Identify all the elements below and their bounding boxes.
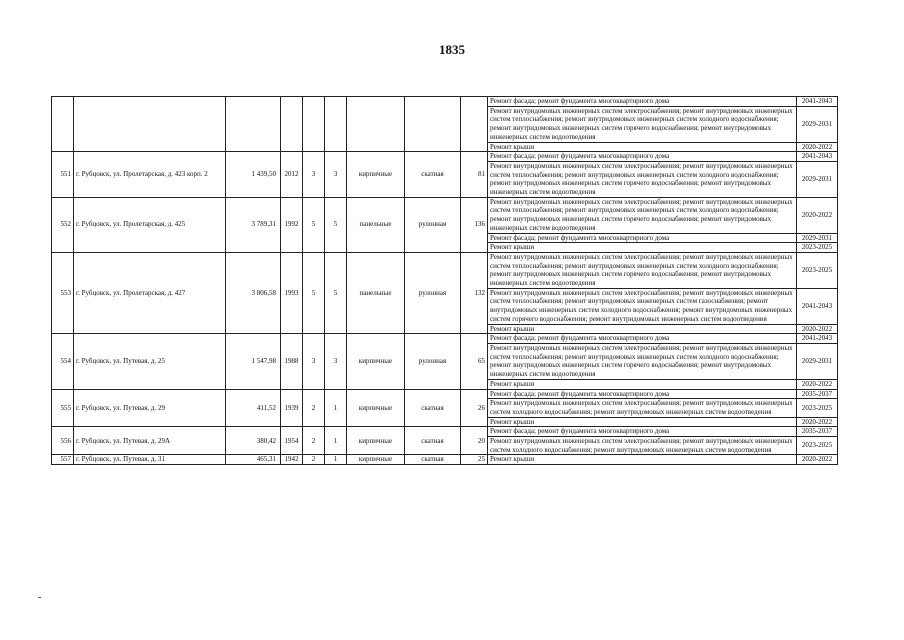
table-row bbox=[52, 389, 838, 399]
work-period: 2035-2037 bbox=[797, 389, 838, 399]
house-address: г. Рубцовск, ул. Пролетарская, д. 427 bbox=[74, 252, 226, 333]
house-area: 411,52 bbox=[226, 389, 281, 427]
work-description: Ремонт фасада; ремонт фундамента многоквартирного дома bbox=[488, 233, 797, 243]
work-period: 2020-2022 bbox=[797, 142, 838, 152]
table-row bbox=[52, 334, 838, 344]
floors-count: 5 bbox=[303, 197, 325, 252]
roof-type: скатная bbox=[405, 455, 461, 465]
residents-count: 20 bbox=[461, 427, 488, 455]
house-address: г. Рубцовск, ул. Путевая, д. 25 bbox=[74, 334, 226, 389]
work-description: Ремонт фасада; ремонт фундамента многоквартирного дома bbox=[488, 389, 797, 399]
entrances-count: 1 bbox=[325, 427, 347, 455]
work-description: Ремонт внутридомовых инженерных систем электроснабжения; ремонт внутридомовых инженерных систем теплоснабжения; ремонт внутридомовых инженерных систем холодного водоснабжения; ремонт внутридомовых инженерных систем горячего водоснабжения; ремонт внутридомовых инженерных систем водоотведения bbox=[488, 197, 797, 233]
commissioning-year: 1942 bbox=[281, 455, 303, 465]
work-description: Ремонт крыши bbox=[488, 243, 797, 253]
floors-count: 5 bbox=[303, 252, 325, 333]
roof-type: рулонная bbox=[405, 252, 461, 333]
house-number: 557 bbox=[52, 455, 74, 465]
work-period: 2023-2025 bbox=[797, 399, 838, 417]
roof-type: скатная bbox=[405, 152, 461, 198]
entrances-count: 1 bbox=[325, 455, 347, 465]
work-period: 2029-2031 bbox=[797, 161, 838, 197]
table-row bbox=[52, 197, 838, 233]
work-period: 2041-2043 bbox=[797, 288, 838, 324]
empty-cell bbox=[461, 97, 488, 152]
work-period: 2041-2043 bbox=[797, 97, 838, 107]
floors-count: 3 bbox=[303, 152, 325, 198]
stray-mark: - bbox=[38, 592, 42, 603]
entrances-count: 3 bbox=[325, 334, 347, 389]
work-description: Ремонт крыши bbox=[488, 455, 797, 465]
wall-material: панельные bbox=[347, 197, 405, 252]
residents-count: 25 bbox=[461, 455, 488, 465]
work-period: 2023-2025 bbox=[797, 252, 838, 288]
work-period: 2020-2022 bbox=[797, 197, 838, 233]
work-period: 2020-2022 bbox=[797, 324, 838, 334]
empty-cell bbox=[303, 97, 325, 152]
residents-count: 65 bbox=[461, 334, 488, 389]
house-address: г. Рубцовск, ул. Путевая, д. 29 bbox=[74, 389, 226, 427]
work-description: Ремонт крыши bbox=[488, 142, 797, 152]
work-description: Ремонт фасада; ремонт фундамента многоквартирного дома bbox=[488, 427, 797, 437]
work-description: Ремонт внутридомовых инженерных систем электроснабжения; ремонт внутридомовых инженерных систем теплоснабжения; ремонт внутридомовых инженерных систем газоснабжения; ремонт внутридомовых инженерных систем холодного водоснабжения; ремонт внутридомовых инженерных систем горячего водоснабжения; ремонт внутридомовых инженерных систем водоотведения bbox=[488, 288, 797, 324]
house-area: 1 439,50 bbox=[226, 152, 281, 198]
house-number: 555 bbox=[52, 389, 74, 427]
residents-count: 132 bbox=[461, 252, 488, 333]
work-description: Ремонт крыши bbox=[488, 379, 797, 389]
house-area: 380,42 bbox=[226, 427, 281, 455]
empty-cell bbox=[226, 97, 281, 152]
floors-count: 2 bbox=[303, 389, 325, 427]
work-period: 2041-2043 bbox=[797, 334, 838, 344]
work-description: Ремонт фасада; ремонт фундамента многоквартирного дома bbox=[488, 152, 797, 162]
commissioning-year: 1993 bbox=[281, 252, 303, 333]
work-period: 2029-2031 bbox=[797, 233, 838, 243]
table-row bbox=[52, 97, 838, 107]
table-row bbox=[52, 455, 838, 465]
work-period: 2020-2022 bbox=[797, 455, 838, 465]
residents-count: 26 bbox=[461, 389, 488, 427]
commissioning-year: 1992 bbox=[281, 197, 303, 252]
entrances-count: 3 bbox=[325, 152, 347, 198]
house-number: 556 bbox=[52, 427, 74, 455]
table-row bbox=[52, 152, 838, 162]
roof-type: скатная bbox=[405, 427, 461, 455]
empty-cell bbox=[281, 97, 303, 152]
work-period: 2023-2025 bbox=[797, 243, 838, 253]
wall-material: кирпичные bbox=[347, 455, 405, 465]
work-period: 2023-2025 bbox=[797, 437, 838, 455]
work-description: Ремонт внутридомовых инженерных систем электроснабжения; ремонт внутридомовых инженерных систем холодного водоснабжения; ремонт внутридомовых инженерных систем водоотведения bbox=[488, 399, 797, 417]
housing-registry-table bbox=[51, 96, 838, 465]
commissioning-year: 1988 bbox=[281, 334, 303, 389]
house-address: г. Рубцовск, ул. Путевая, д. 31 bbox=[74, 455, 226, 465]
empty-cell bbox=[74, 97, 226, 152]
house-number: 552 bbox=[52, 197, 74, 252]
empty-cell bbox=[347, 97, 405, 152]
work-period: 2029-2031 bbox=[797, 343, 838, 379]
house-address: г. Рубцовск, ул. Пролетарская, д. 425 bbox=[74, 197, 226, 252]
table-row bbox=[52, 427, 838, 437]
empty-cell bbox=[325, 97, 347, 152]
commissioning-year: 1954 bbox=[281, 427, 303, 455]
page-number: 1835 bbox=[439, 42, 465, 57]
work-description: Ремонт внутридомовых инженерных систем электроснабжения; ремонт внутридомовых инженерных систем холодного водоснабжения; ремонт внутридомовых инженерных систем водоотведения bbox=[488, 437, 797, 455]
house-area: 3 789,31 bbox=[226, 197, 281, 252]
work-period: 2020-2022 bbox=[797, 417, 838, 427]
work-description: Ремонт внутридомовых инженерных систем электроснабжения; ремонт внутридомовых инженерных систем теплоснабжения; ремонт внутридомовых инженерных систем холодного водоснабжения; ремонт внутридомовых инженерных систем горячего водоснабжения; ремонт внутридомовых инженерных систем водоотведения bbox=[488, 252, 797, 288]
table-row bbox=[52, 252, 838, 288]
work-description: Ремонт крыши bbox=[488, 324, 797, 334]
work-period: 2041-2043 bbox=[797, 152, 838, 162]
work-description: Ремонт фасада; ремонт фундамента многоквартирного дома bbox=[488, 97, 797, 107]
floors-count: 2 bbox=[303, 455, 325, 465]
residents-count: 81 bbox=[461, 152, 488, 198]
residents-count: 136 bbox=[461, 197, 488, 252]
house-number: 553 bbox=[52, 252, 74, 333]
house-number: 551 bbox=[52, 152, 74, 198]
house-area: 1 547,98 bbox=[226, 334, 281, 389]
empty-cell bbox=[405, 97, 461, 152]
work-period: 2029-2031 bbox=[797, 106, 838, 142]
work-description: Ремонт внутридомовых инженерных систем электроснабжения; ремонт внутридомовых инженерных систем теплоснабжения; ремонт внутридомовых инженерных систем холодного водоснабжения; ремонт внутридомовых инженерных систем горячего водоснабжения; ремонт внутридомовых инженерных систем водоотведения bbox=[488, 161, 797, 197]
floors-count: 3 bbox=[303, 334, 325, 389]
work-period: 2020-2022 bbox=[797, 379, 838, 389]
work-description: Ремонт фасада; ремонт фундамента многоквартирного дома bbox=[488, 334, 797, 344]
house-area: 3 806,58 bbox=[226, 252, 281, 333]
wall-material: кирпичные bbox=[347, 152, 405, 198]
wall-material: панельные bbox=[347, 252, 405, 333]
wall-material: кирпичные bbox=[347, 389, 405, 427]
entrances-count: 5 bbox=[325, 252, 347, 333]
entrances-count: 5 bbox=[325, 197, 347, 252]
roof-type: рулонная bbox=[405, 197, 461, 252]
work-period: 2035-2037 bbox=[797, 427, 838, 437]
commissioning-year: 1939 bbox=[281, 389, 303, 427]
wall-material: кирпичные bbox=[347, 334, 405, 389]
work-description: Ремонт внутридомовых инженерных систем электроснабжения; ремонт внутридомовых инженерных систем теплоснабжения; ремонт внутридомовых инженерных систем холодного водоснабжения; ремонт внутридомовых инженерных систем горячего водоснабжения; ремонт внутридомовых инженерных систем водоотведения bbox=[488, 343, 797, 379]
house-address: г. Рубцовск, ул. Пролетарская, д. 423 корп. 2 bbox=[74, 152, 226, 198]
roof-type: скатная bbox=[405, 389, 461, 427]
commissioning-year: 2012 bbox=[281, 152, 303, 198]
entrances-count: 1 bbox=[325, 389, 347, 427]
empty-cell bbox=[52, 97, 74, 152]
house-number: 554 bbox=[52, 334, 74, 389]
house-area: 465,31 bbox=[226, 455, 281, 465]
floors-count: 2 bbox=[303, 427, 325, 455]
wall-material: кирпичные bbox=[347, 427, 405, 455]
roof-type: рулонная bbox=[405, 334, 461, 389]
work-description: Ремонт крыши bbox=[488, 417, 797, 427]
house-address: г. Рубцовск, ул. Путевая, д. 29А bbox=[74, 427, 226, 455]
registry-body bbox=[52, 97, 838, 465]
work-description: Ремонт внутридомовых инженерных систем электроснабжения; ремонт внутридомовых инженерных систем теплоснабжения; ремонт внутридомовых инженерных систем холодного водоснабжения; ремонт внутридомовых инженерных систем горячего водоснабжения; ремонт внутридомовых инженерных систем водоотведения bbox=[488, 106, 797, 142]
